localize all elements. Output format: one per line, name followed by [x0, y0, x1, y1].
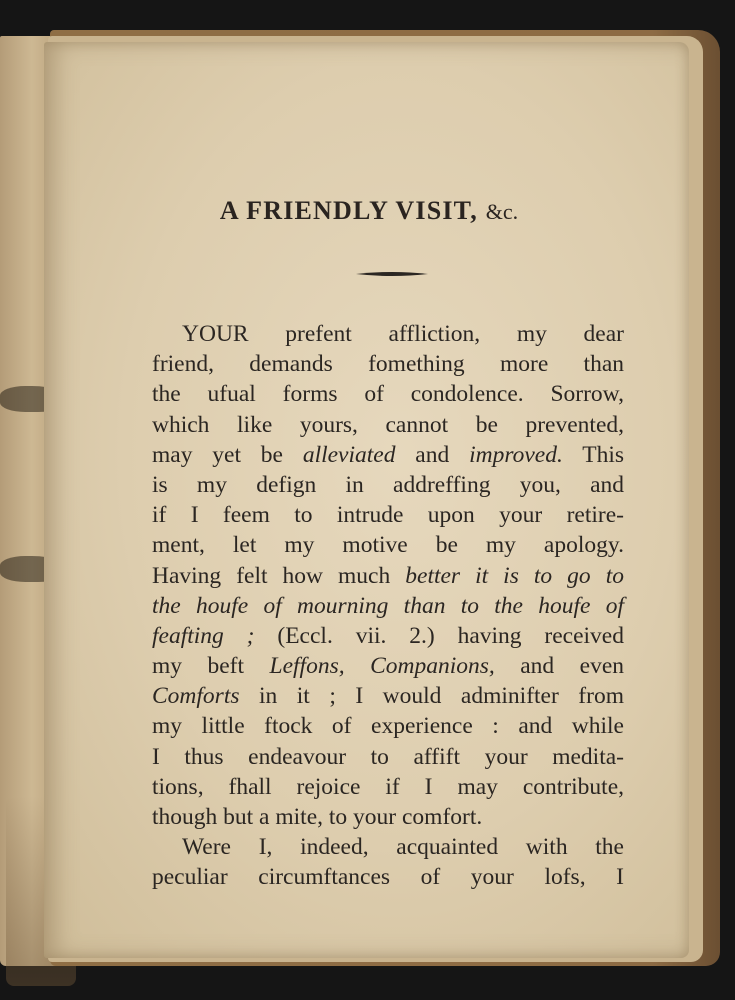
italic-text: improved. [469, 441, 563, 468]
text-line [152, 470, 624, 500]
text-line [152, 711, 624, 741]
text-segment: is my defign in addreffing you, and [152, 471, 624, 498]
text-segment: (Eccl. vii. 2.) having received [254, 622, 624, 649]
text-line [152, 681, 624, 711]
chapter-title-etc: &c. [485, 199, 519, 224]
italic-text: alleviated [302, 441, 396, 468]
text-segment: which like yours, cannot be prevented, [152, 411, 624, 438]
text-segment: peculiar circumftances of your lofs, I [152, 864, 624, 891]
text-line [152, 802, 624, 832]
text-line [152, 379, 624, 409]
chapter-title [134, 196, 604, 226]
text-segment: my beft [152, 653, 270, 680]
text-line [152, 440, 624, 470]
text-segment: Having felt how much [152, 562, 406, 589]
italic-text: Comforts [152, 683, 240, 710]
text-line [152, 772, 624, 802]
text-segment: and [395, 441, 470, 468]
text-segment: may yet be [152, 441, 303, 468]
text-line [152, 862, 624, 892]
text-segment: YOUR prefent affliction, my dear [182, 321, 624, 347]
text-segment: and even [494, 653, 624, 680]
italic-text: better it is to go to [405, 562, 624, 589]
text-line [152, 530, 624, 560]
text-segment: tions, fhall rejoice if I may contribute, [152, 773, 624, 800]
text-line [152, 742, 624, 772]
text-segment: if I feem to intrude upon your retire- [152, 502, 624, 529]
italic-text: feafting ; [152, 622, 255, 649]
body-text [152, 319, 624, 893]
ornamental-rule [356, 271, 428, 277]
book-page [44, 42, 689, 958]
text-segment: in it ; I would adminifter from [239, 683, 624, 710]
text-line [152, 500, 624, 530]
italic-text: the houfe of mourning than to the houfe of [152, 592, 624, 619]
text-line [152, 410, 624, 440]
text-line [152, 349, 624, 379]
text-segment: though but a mite, to your comfort. [152, 804, 483, 830]
text-line [152, 651, 624, 681]
chapter-title-text: A FRIENDLY VISIT, [219, 196, 478, 225]
text-segment: my little ftock of experience : and while [152, 713, 624, 740]
text-segment: I thus endeavour to affift your medita- [152, 743, 624, 770]
text-line [152, 591, 624, 621]
text-segment: friend, demands fomething more than [152, 351, 624, 378]
text-line [152, 832, 624, 862]
text-line [152, 319, 624, 349]
text-segment: This [562, 441, 625, 468]
text-segment: Were I, indeed, acquainted with the [182, 834, 624, 861]
text-line [152, 621, 624, 651]
text-line [152, 561, 624, 591]
text-segment: ment, let my motive be my apology. [152, 532, 624, 559]
text-segment: the ufual forms of condolence. Sorrow, [152, 381, 624, 408]
italic-text: Leffons, Companions, [269, 653, 495, 680]
